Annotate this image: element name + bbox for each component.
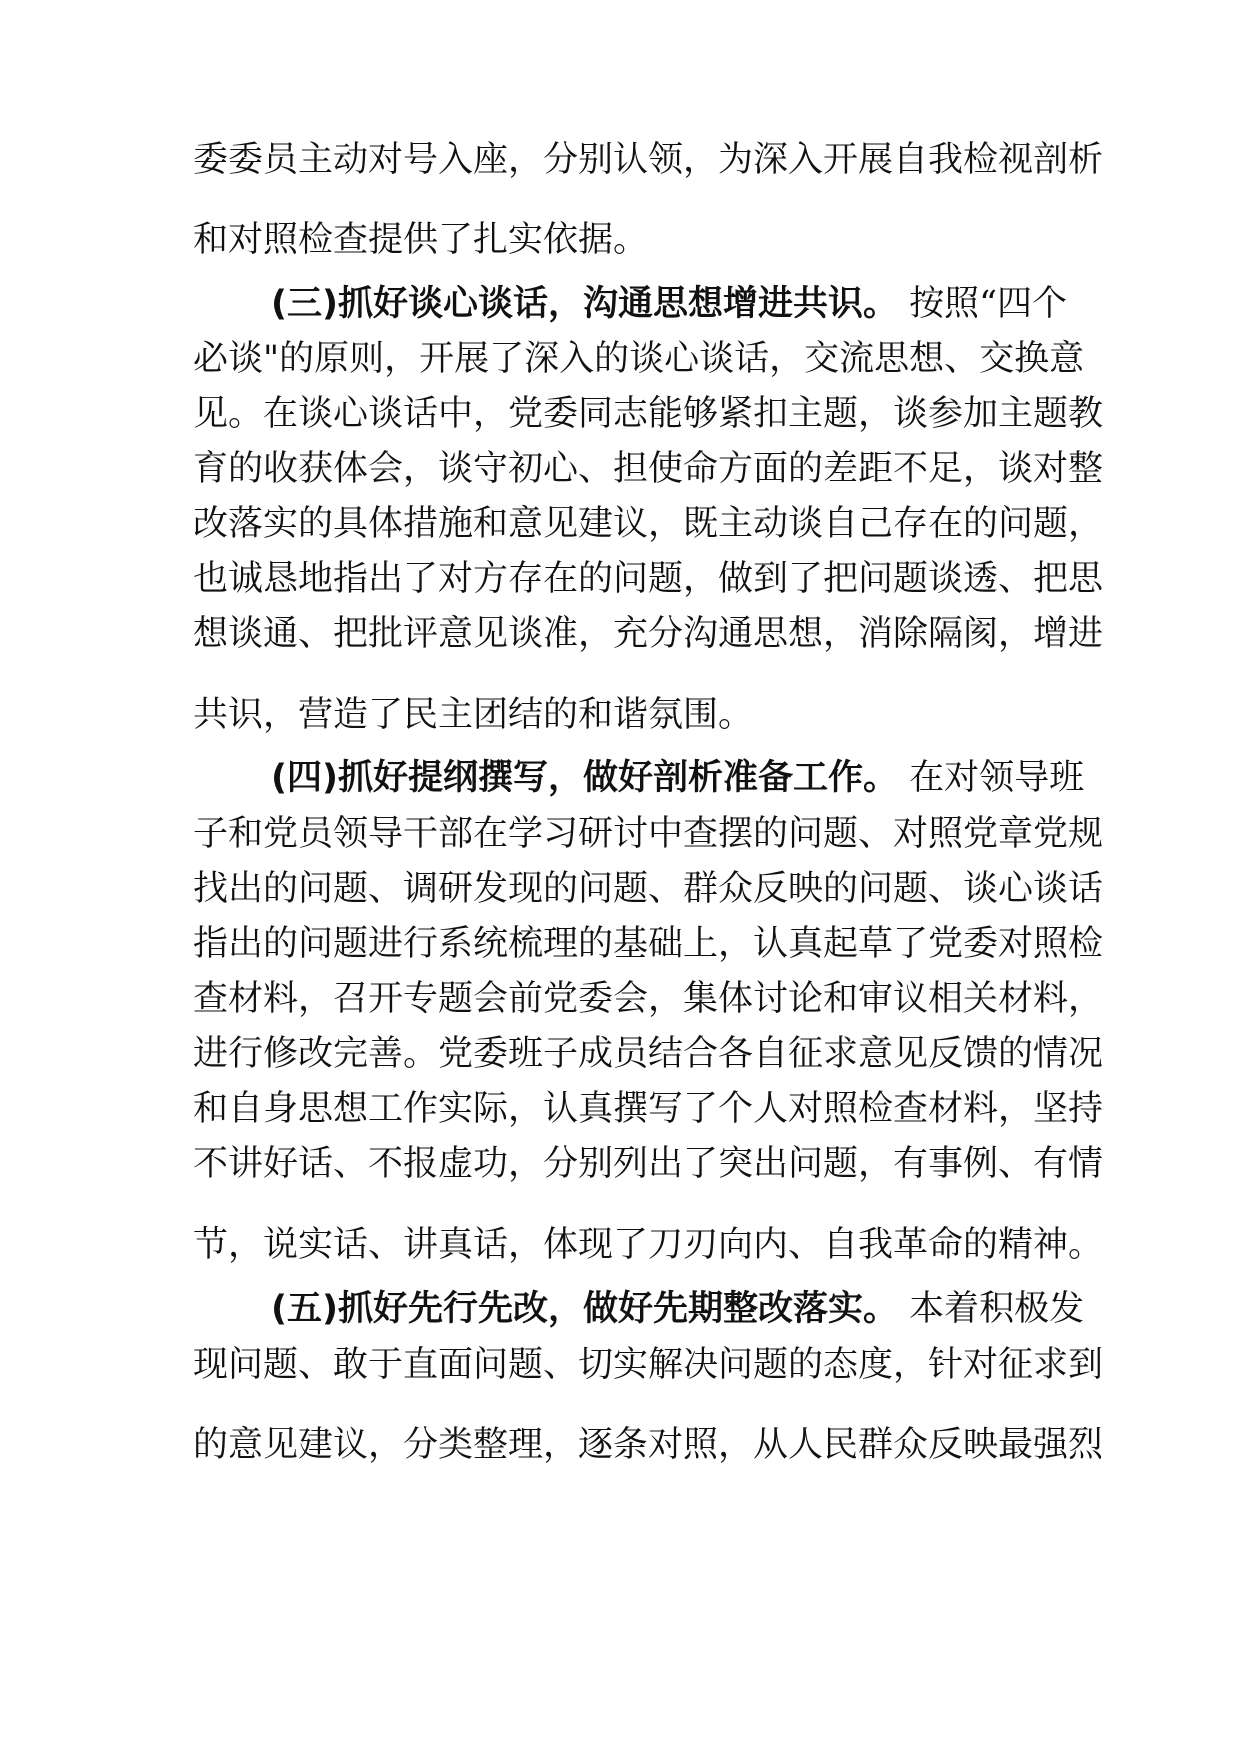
text-line: 现问题、敢于直面问题、切实解决问题的态度，针对征求到 xyxy=(193,1345,1104,1385)
text-line: 子和党员领导干部在学习研讨中查摆的问题、对照党章党规 xyxy=(193,814,1104,854)
text-line: 找出的问题、调研发现的问题、群众反映的问题、谈心谈话 xyxy=(193,869,1104,909)
section-lead-text: 在对领导班 xyxy=(909,758,1085,798)
text-line: 和对照检查提供了扎实依据。 xyxy=(193,220,649,260)
text-line: 和自身思想工作实际，认真撰写了个人对照检查材料，坚持 xyxy=(193,1089,1104,1129)
text-line: 查材料，召开专题会前党委会，集体讨论和审议相关材料， xyxy=(193,979,1104,1019)
section-heading: (三)抓好谈心谈话，沟通思想增进共识。 xyxy=(271,284,898,324)
text-line: 必谈"的原则，开展了深入的谈心谈话，交流思想、交换意 xyxy=(193,339,1085,379)
section-five-first-line xyxy=(271,1289,1085,1329)
section-three-first-line xyxy=(271,284,1068,324)
section-lead-text: 本着积极发 xyxy=(909,1289,1085,1329)
text-line: 指出的问题进行系统梳理的基础上，认真起草了党委对照检 xyxy=(193,924,1104,964)
section-heading: (五)抓好先行先改，做好先期整改落实。 xyxy=(271,1289,898,1329)
text-line: 进行修改完善。党委班子成员结合各自征求意见反馈的情况 xyxy=(193,1034,1104,1074)
text-line: 不讲好话、不报虚功，分别列出了突出问题，有事例、有情 xyxy=(193,1144,1104,1184)
text-line: 委委员主动对号入座，分别认领，为深入开展自我检视剖析 xyxy=(193,140,1104,180)
text-line: 想谈通、把批评意见谈准，充分沟通思想，消除隔阂，增进 xyxy=(193,614,1104,654)
text-line: 节，说实话、讲真话，体现了刀刃向内、自我革命的精神。 xyxy=(193,1225,1104,1265)
text-line: 育的收获体会，谈守初心、担使命方面的差距不足，谈对整 xyxy=(193,449,1104,489)
text-line: 也诚恳地指出了对方存在的问题，做到了把问题谈透、把思 xyxy=(193,559,1104,599)
section-heading: (四)抓好提纲撰写，做好剖析准备工作。 xyxy=(271,758,898,798)
text-line: 的意见建议，分类整理，逐条对照，从人民群众反映最强烈 xyxy=(193,1425,1104,1465)
text-line: 见。在谈心谈话中，党委同志能够紧扣主题，谈参加主题教 xyxy=(193,394,1104,434)
text-line: 共识，营造了民主团结的和谐氛围。 xyxy=(193,695,754,735)
text-line: 改落实的具体措施和意见建议，既主动谈自己存在的问题， xyxy=(193,504,1104,544)
section-four-first-line xyxy=(271,758,1085,798)
section-lead-text: 按照“四个 xyxy=(909,284,1068,324)
